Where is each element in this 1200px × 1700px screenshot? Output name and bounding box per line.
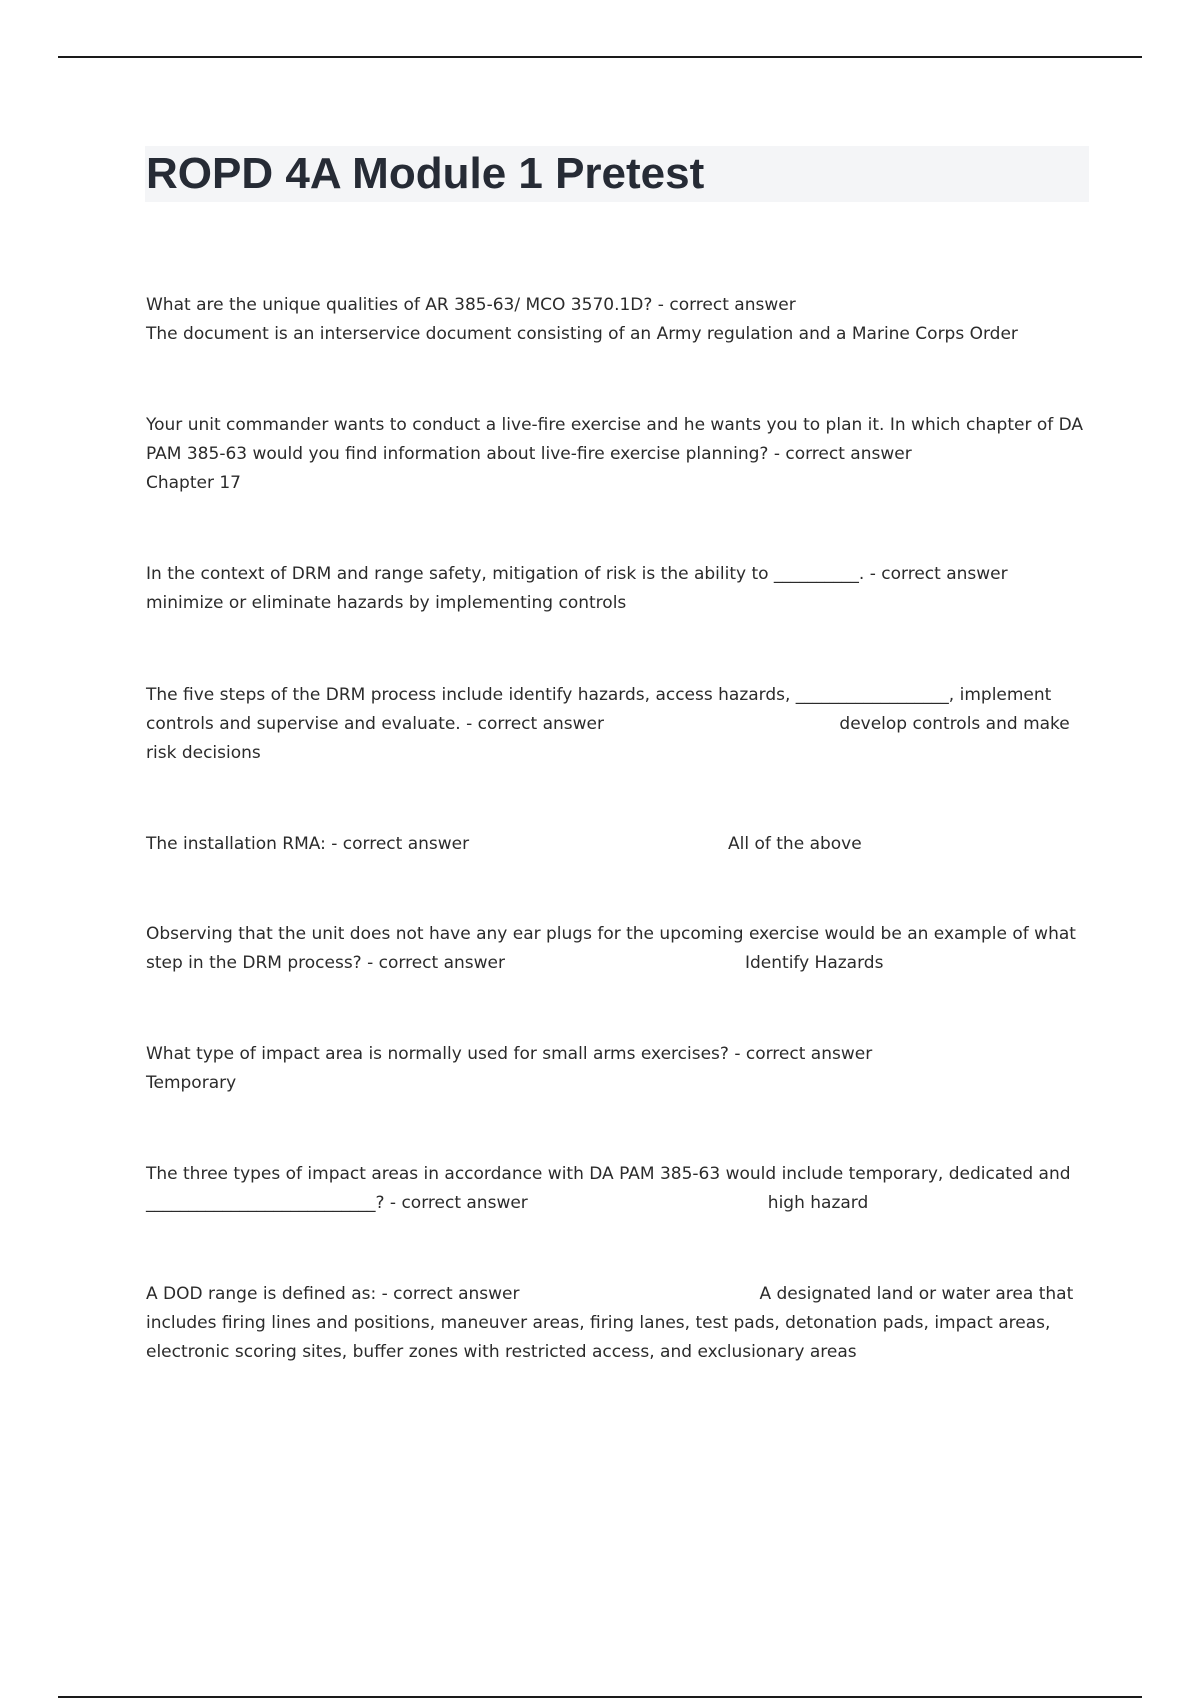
answer-text: The document is an interservice document consisting of an Army regulation and a Marine Corps Order <box>146 324 1018 344</box>
document-title: ROPD 4A Module 1 Pretest <box>146 149 705 198</box>
answer-text: minimize or eliminate hazards by implementing controls <box>146 593 627 613</box>
answer-text: All of the above <box>728 834 862 854</box>
answer-text: Temporary <box>146 1073 237 1093</box>
qa-item-8 <box>146 1160 1086 1218</box>
answer-text: Identify Hazards <box>744 953 884 973</box>
question-text: In the context of DRM and range safety, mitigation of risk is the ability to __________. - correct answer <box>146 564 1008 584</box>
answer-text: high hazard <box>767 1193 869 1213</box>
answer-text: Chapter 17 <box>146 473 242 493</box>
qa-item-6 <box>146 920 1086 978</box>
qa-item-4 <box>146 681 1086 768</box>
footer-rule <box>58 1696 1142 1698</box>
header-rule <box>58 56 1142 58</box>
qa-item-3 <box>146 560 1086 618</box>
qa-item-7 <box>146 1040 1086 1098</box>
question-text: What type of impact area is normally used for small arms exercises? - correct answer <box>146 1044 873 1064</box>
qa-item-1 <box>146 291 1086 349</box>
question-text: What are the unique qualities of AR 385-63/ MCO 3570.1D? - correct answer <box>146 295 796 315</box>
qa-item-2 <box>146 411 1089 498</box>
qa-item-5 <box>146 830 1086 859</box>
question-text: The installation RMA: - correct answer <box>146 834 470 854</box>
question-text: The five steps of the DRM process include identify hazards, access hazards, __________________, implement controls and supervise and evaluate. - correct answer <box>146 685 1057 734</box>
qa-item-9 <box>146 1280 1086 1367</box>
question-text: Your unit commander wants to conduct a live-fire exercise and he wants you to plan it. In which chapter of DA PAM 385-63 would you find information about live-fire exercise planning? - correct answer <box>146 415 1089 464</box>
answer-text: develop controls and make risk decisions <box>146 714 1076 763</box>
question-text: Observing that the unit does not have any ear plugs for the upcoming exercise would be an example of what step in the DRM process? - correct answer <box>146 924 1082 973</box>
question-text: A DOD range is defined as: - correct answer <box>146 1284 520 1304</box>
question-text: The three types of impact areas in accordance with DA PAM 385-63 would include temporary, dedicated and ___________________________? - correct answer <box>146 1164 1076 1213</box>
answer-text: A designated land or water area that includes firing lines and positions, maneuver areas, firing lanes, test pads, detonation pads, impact areas, electronic scoring sites, buffer zones with restricted access, and exclusionary areas <box>146 1284 1079 1362</box>
